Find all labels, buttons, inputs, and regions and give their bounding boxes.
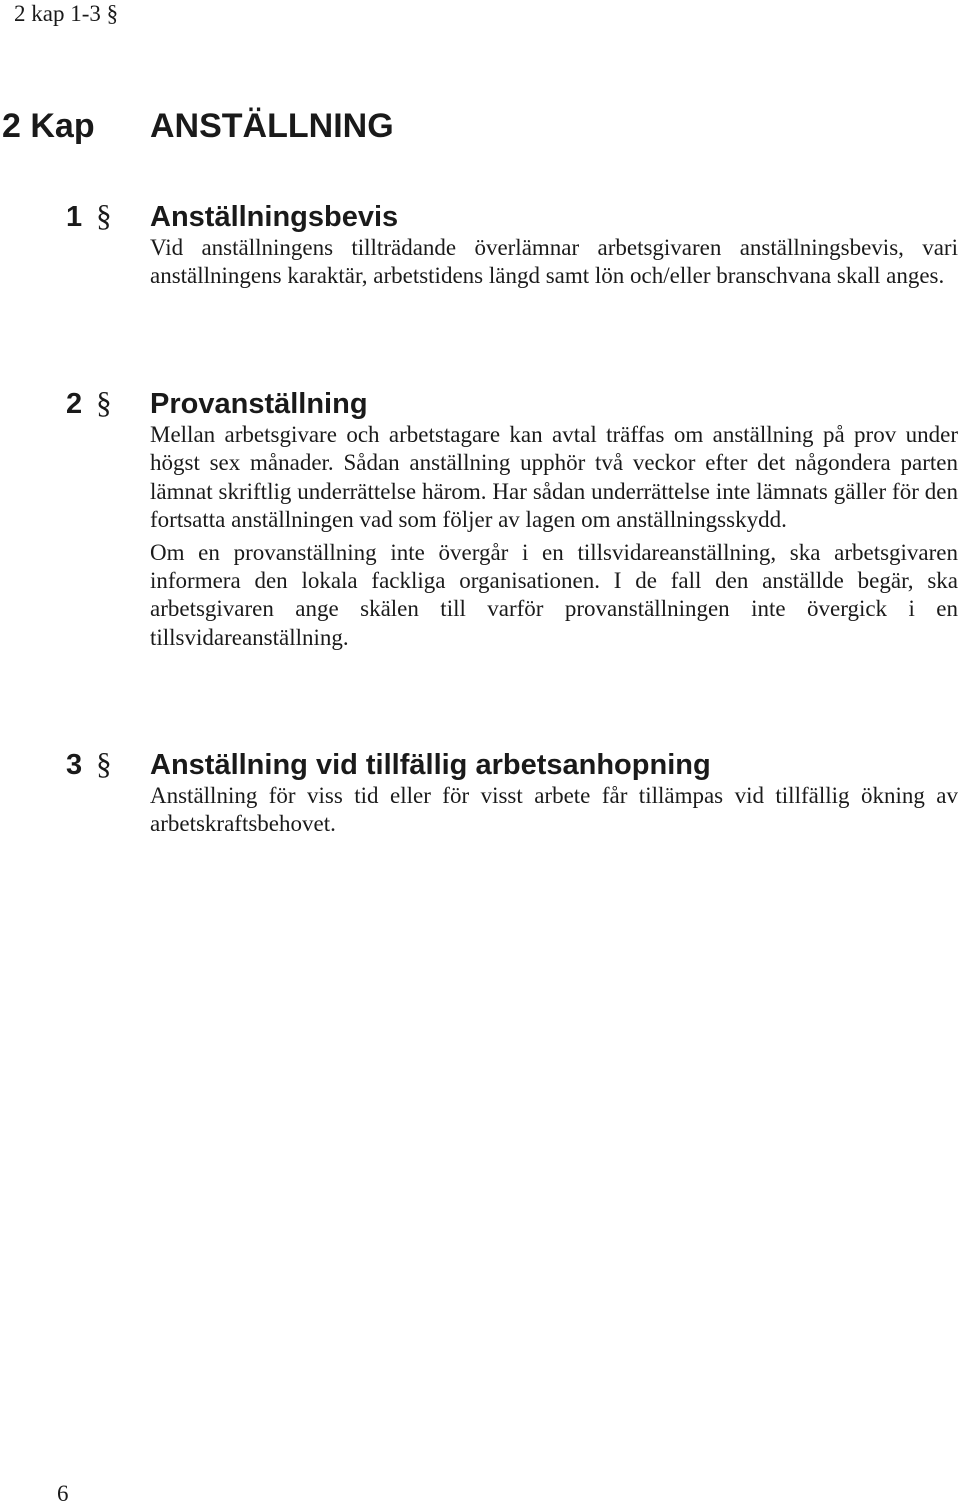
section-heading: [66, 385, 958, 421]
section-title: Provanställning: [150, 388, 368, 420]
running-head: 2 kap 1-3 §: [14, 1, 119, 26]
page-number: 6: [57, 1481, 69, 1506]
section-body: [150, 234, 958, 291]
paragraph-sign: §: [96, 746, 112, 781]
section-1: [66, 198, 958, 291]
section-2: [66, 385, 958, 652]
section-body: [150, 782, 958, 839]
section-title: Anställning vid tillfällig arbetsanhopning: [150, 749, 711, 781]
section-paragraph: Om en provanställning inte övergår i en tillsvidareanställning, ska arbetsgivaren informera den lokala fackliga organisationen. I de fall den anställde begär, ska arbetsgivaren ange skälen till varför provanställningen inte övergick i en tillsvidareanställning.: [150, 539, 958, 650]
chapter-heading: [2, 106, 394, 146]
section-heading: [66, 198, 958, 234]
section-3: [66, 746, 958, 839]
section-number: 2 §: [66, 385, 112, 420]
paragraph-sign: §: [96, 198, 112, 233]
section-number: 1 §: [66, 198, 112, 233]
section-paragraph: Anställning för viss tid eller för visst arbete får tillämpas vid tillfällig ökning av arbetskraftsbehovet.: [150, 783, 958, 837]
chapter-title: ANSTÄLLNING: [150, 107, 394, 145]
section-paragraph: Mellan arbetsgivare och arbetstagare kan avtal träffas om anställning på prov under högst sex månader. Sådan anställning upphör två veckor efter det någondera parten lämnat skriftlig underrättelse härom. Har sådan underrättelse inte lämnats gäller för den fortsatta anställningen vad som följer av lagen om anställningsskydd.: [150, 422, 958, 533]
section-paragraph: Vid anställningens tillträdande överlämnar arbetsgivaren anställningsbevis, vari anställningens karaktär, arbetstidens längd samt lön och/eller branschvana skall anges.: [150, 235, 958, 289]
section-title: Anställningsbevis: [150, 201, 399, 233]
section-body: [150, 421, 958, 652]
section-number: 3 §: [66, 746, 112, 781]
chapter-label: 2 Kap: [2, 107, 95, 145]
section-heading: [66, 746, 958, 782]
paragraph-sign: §: [96, 385, 112, 420]
